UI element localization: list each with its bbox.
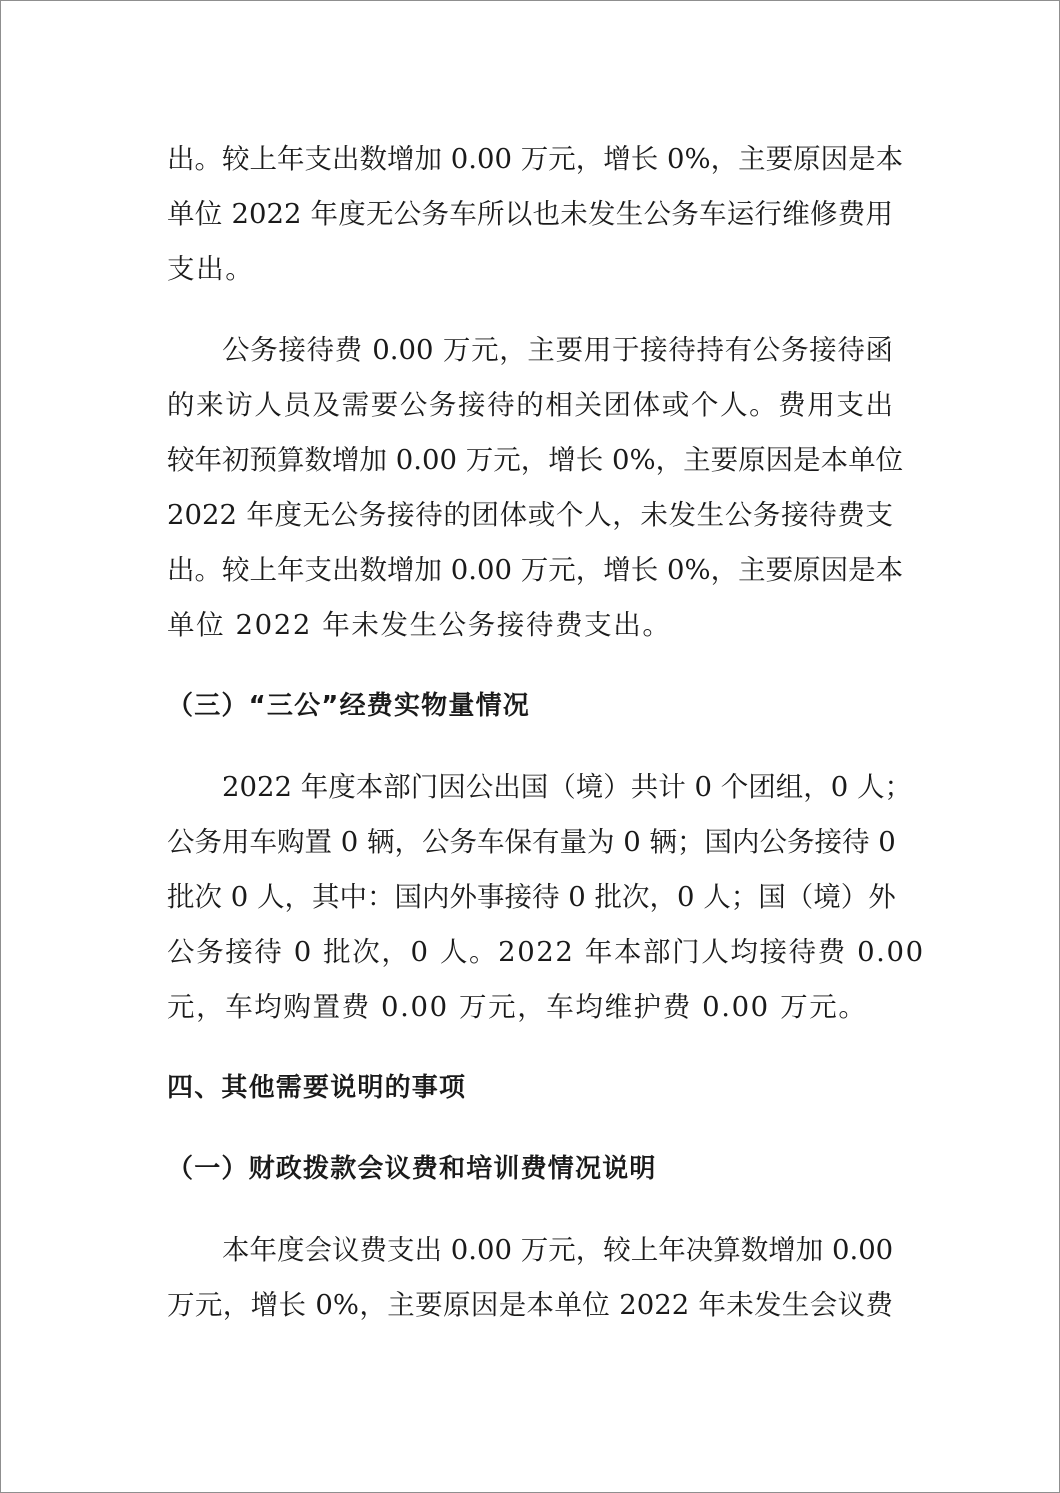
text-line: 公务用车购置 0 辆，公务车保有量为 0 辆；国内公务接待 0 <box>167 826 896 858</box>
text-line: 公务接待费 0.00 万元，主要用于接待持有公务接待函 <box>222 334 893 366</box>
text-line: 单位 2022 年未发生公务接待费支出。 <box>167 609 672 641</box>
text-line: 较年初预算数增加 0.00 万元，增长 0%，主要原因是本单位 <box>167 444 904 476</box>
text-line: 公务接待 0 批次，0 人。2022 年本部门人均接待费 0.00 <box>167 936 925 968</box>
text-line: 批次 0 人，其中：国内外事接待 0 批次，0 人；国（境）外 <box>167 881 896 913</box>
paragraph-vehicle-expense <box>167 132 904 297</box>
text-line: 支出。 <box>167 253 255 285</box>
text-line: 出。较上年支出数增加 0.00 万元，增长 0%，主要原因是本 <box>167 143 904 175</box>
section-heading-4: 四、其他需要说明的事项 <box>167 1073 467 1103</box>
paragraph-reception-expense <box>167 323 904 653</box>
text-line: 元，车均购置费 0.00 万元，车均维护费 0.00 万元。 <box>167 991 868 1023</box>
text-line: 2022 年度无公务接待的团体或个人，未发生公务接待费支 <box>167 499 893 531</box>
section-heading-3: （三）“三公”经费实物量情况 <box>167 691 530 721</box>
text-line: 本年度会议费支出 0.00 万元，较上年决算数增加 0.00 <box>222 1234 894 1266</box>
text-line: 2022 年度本部门因公出国（境）共计 0 个团组，0 人； <box>222 771 912 803</box>
section-heading-4-1: （一）财政拨款会议费和培训费情况说明 <box>167 1154 657 1184</box>
text-line: 万元，增长 0%，主要原因是本单位 2022 年未发生会议费 <box>167 1289 893 1321</box>
text-line: 的来访人员及需要公务接待的相关团体或个人。费用支出 <box>167 389 893 421</box>
text-line: 单位 2022 年度无公务车所以也未发生公务车运行维修费用 <box>167 198 893 230</box>
text-line: 出。较上年支出数增加 0.00 万元，增长 0%，主要原因是本 <box>167 554 904 586</box>
paragraph-meeting-expense <box>167 1223 893 1333</box>
document-body <box>167 132 925 1333</box>
paragraph-physical-quantity <box>167 760 925 1035</box>
